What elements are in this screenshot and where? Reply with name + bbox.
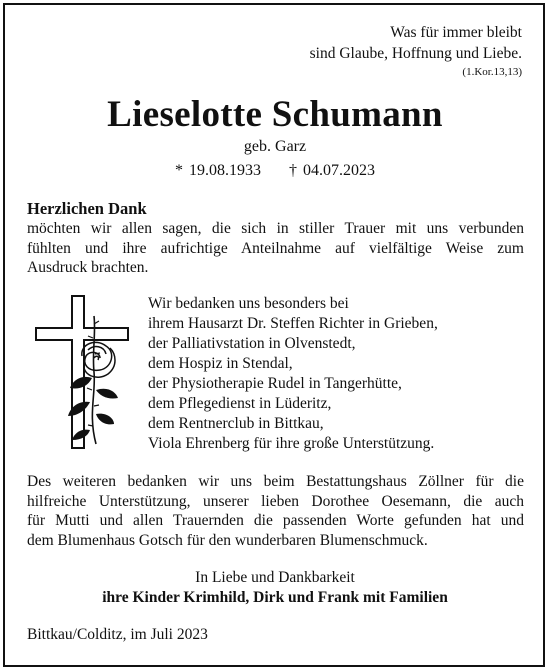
outro-line: hilfreiche Unterstützung, unserer lieben Dorothee Oesemann, die auch: [27, 492, 524, 510]
cross-with-rose-icon: [30, 294, 140, 450]
list-item: der Palliativstation in Olvenstedt,: [148, 335, 356, 352]
list-item: dem Pflegedienst in Lüderitz,: [148, 395, 332, 412]
death-date: † 04.07.2023: [289, 162, 375, 179]
list-item: ihrem Hausarzt Dr. Steffen Richter in Grieben,: [148, 315, 438, 332]
birth-name: geb. Garz: [243, 138, 307, 155]
outro-line: Des weiteren bedanken wir uns beim Bestattungshaus Zöllner für die: [27, 473, 524, 490]
outro-line: für Mutti und allen Trauernden die passenden Worte gefunden hat und: [27, 512, 524, 529]
quote-reference: (1.Kor.13,13): [462, 66, 522, 78]
list-item: Wir bedanken uns besonders bei: [148, 295, 349, 312]
intro-line: Ausdruck brachten.: [27, 259, 149, 276]
thanks-list: [148, 294, 438, 454]
list-item: dem Hospiz in Stendal,: [148, 355, 293, 372]
bible-quote: [310, 22, 522, 80]
life-dates: [0, 161, 550, 181]
birth-date: * 19.08.1933: [175, 162, 261, 179]
quote-line-2: sind Glaube, Hoffnung und Liebe.: [309, 45, 522, 62]
list-item: der Physiotherapie Rudel in Tangerhütte,: [148, 375, 402, 392]
intro-line: fühlten und ihre aufrichtige Anteilnahme auf vielfältige Weise zum: [27, 239, 524, 257]
outro-line: dem Blumenhaus Gotsch für den wunderbaren Blumenschmuck.: [27, 531, 428, 549]
quote-line-1: Was für immer bleibt: [390, 24, 522, 41]
family-signature: ihre Kinder Krimhild, Dirk und Frank mit Familien: [102, 589, 448, 606]
thanks-heading: Herzlichen Dank: [27, 199, 147, 218]
list-item: dem Rentnerclub in Bittkau,: [148, 415, 324, 432]
intro-line: möchten wir allen sagen, die sich in stiller Trauer mit uns verbunden: [27, 220, 524, 237]
deceased-name: Lieselotte Schumann: [107, 94, 443, 135]
list-item: Viola Ehrenberg für ihre große Unterstützung.: [148, 435, 435, 452]
thanks-intro: [27, 219, 524, 278]
place-and-date: Bittkau/Colditz, im Juli 2023: [27, 626, 208, 643]
thanks-outro: [27, 472, 524, 550]
closing-line: In Liebe und Dankbarkeit: [195, 569, 355, 586]
